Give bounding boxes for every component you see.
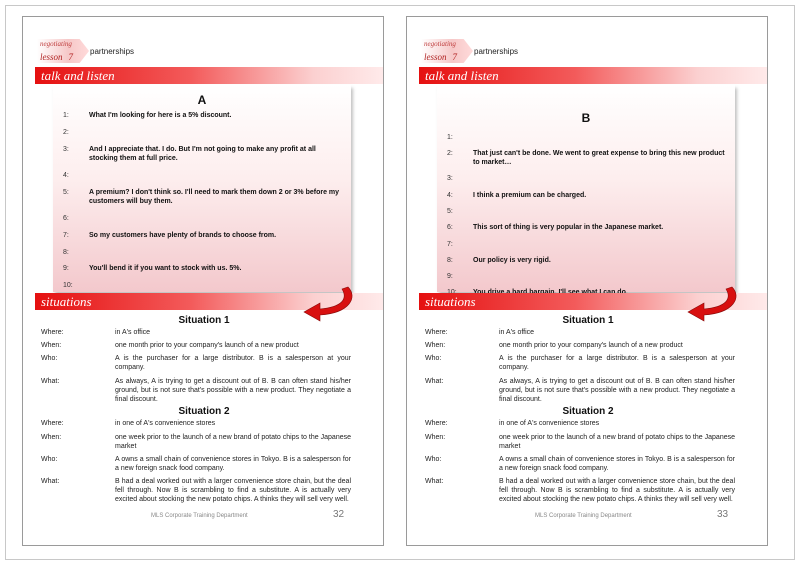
lesson-word: lesson	[424, 52, 447, 62]
situations-heading: situations	[41, 294, 92, 309]
line-text: Our policy is very rigid.	[473, 257, 551, 264]
row-value: in one of A's convenience stores	[115, 420, 216, 427]
lesson-number: 7	[68, 52, 73, 62]
situation-1-title: Situation 1	[178, 315, 230, 326]
tab-negotiating-label: negotiating	[424, 40, 456, 48]
line-number: 5:	[447, 208, 453, 215]
line-text: A premium? I don't think so. I'll need to mark them down 2 or 3% before my customers will buy them.	[89, 189, 340, 205]
line-number: 2:	[63, 129, 69, 136]
row-value: one month prior to your company's launch of a new product	[115, 342, 299, 349]
page-left	[22, 16, 384, 546]
row-value: As always, A is trying to get a discount out of B. B can often stand his/her ground, but is not sure that's possible with a new product. They negotiate a final discount.	[115, 378, 351, 403]
row-label: When:	[41, 342, 62, 349]
row-value: B had a deal worked out with a larger convenience store chain, but the deal fell through. Now B is scrambling to find a substitute. A is actually very excited about stocking the new potato chips. A thinks they will sell very well.	[499, 478, 735, 503]
line-number: 7:	[63, 232, 69, 239]
row-label: When:	[41, 434, 62, 441]
row-value: in A's office	[499, 329, 535, 336]
situation-2-title: Situation 2	[562, 406, 614, 417]
line-text: That just can't be done. We went to great expense to bring this new product to market…	[473, 150, 725, 166]
row-value: A is the purchaser for a large distributor. B is a salesperson at your company.	[115, 355, 351, 371]
line-number: 8:	[63, 249, 69, 256]
line-number: 5:	[63, 189, 69, 196]
line-number: 4:	[63, 172, 69, 179]
line-text: I think a premium can be charged.	[473, 192, 587, 199]
line-number: 9:	[447, 273, 453, 280]
row-value: B had a deal worked out with a larger convenience store chain, but the deal fell through. Now B is scrambling to find a substitute. A is actually very excited about stocking the new potato chips. A thinks they will sell very well.	[115, 478, 351, 503]
row-value: A owns a small chain of convenience stores in Tokyo. B is a salesperson for a new foreign snack food company.	[115, 456, 351, 472]
line-text: You'll bend it if you want to stock with us. 5%.	[89, 265, 242, 272]
row-label: When:	[425, 434, 446, 441]
line-number: 7:	[447, 241, 453, 248]
line-number: 1:	[63, 112, 69, 119]
page-right	[406, 16, 768, 546]
row-label: Where:	[41, 329, 64, 336]
row-value: in A's office	[115, 329, 151, 336]
footer-department: MLS Corporate Training Department	[151, 513, 248, 519]
line-number: 1:	[447, 134, 453, 141]
row-value: one week prior to the launch of a new brand of potato chips to the Japanese market	[115, 434, 351, 450]
dialog-head: B	[581, 111, 591, 125]
row-label: Who:	[41, 355, 58, 362]
line-number: 6:	[63, 215, 69, 222]
lesson-word: lesson	[40, 52, 63, 62]
row-label: Where:	[425, 329, 448, 336]
row-label: What:	[41, 378, 60, 385]
line-number: 10:	[63, 282, 73, 289]
tab-negotiating-label: negotiating	[40, 40, 72, 48]
row-label: What:	[425, 378, 444, 385]
line-text: And I appreciate that. I do. But I'm not going to make any profit at all stocking them at full price.	[89, 146, 316, 162]
line-number: 6:	[447, 224, 453, 231]
row-label: When:	[425, 342, 446, 349]
row-label: Who:	[425, 456, 442, 463]
lesson-title: partnerships	[474, 47, 519, 56]
talk-listen-heading: talk and listen	[425, 68, 499, 83]
dialog-box-b	[437, 85, 735, 292]
situation-2-title: Situation 2	[178, 406, 230, 417]
situation-1-title: Situation 1	[562, 315, 614, 326]
situations-heading: situations	[425, 294, 476, 309]
page-number: 32	[333, 509, 345, 520]
dialog-head: A	[197, 93, 207, 107]
row-value: As always, A is trying to get a discount out of B. B can often stand his/her ground, but is not sure that's possible with a new product. They negotiate a final discount.	[499, 378, 735, 403]
row-label: Who:	[425, 355, 442, 362]
row-label: Who:	[41, 456, 58, 463]
tab-lesson-label	[40, 52, 73, 62]
lesson-title: partnerships	[90, 47, 135, 56]
line-text: So my customers have plenty of brands to choose from.	[89, 232, 277, 239]
row-value: in one of A's convenience stores	[499, 420, 600, 427]
talk-listen-band	[419, 67, 767, 84]
line-number: 3:	[447, 175, 453, 182]
line-number: 8:	[447, 257, 453, 264]
row-label: Where:	[41, 420, 64, 427]
row-value: A is the purchaser for a large distributor. B is a salesperson at your company.	[499, 355, 735, 371]
lesson-number: 7	[452, 52, 457, 62]
row-label: Where:	[425, 420, 448, 427]
line-number: 3:	[63, 146, 69, 153]
row-label: What:	[425, 478, 444, 485]
page-number: 33	[717, 509, 729, 520]
talk-listen-band	[35, 67, 383, 84]
line-text: What I'm looking for here is a 5% discount.	[89, 112, 232, 119]
row-value: A owns a small chain of convenience stores in Tokyo. B is a salesperson for a new foreign snack food company.	[499, 456, 735, 472]
line-number: 9:	[63, 265, 69, 272]
talk-listen-heading: talk and listen	[41, 68, 115, 83]
line-number: 2:	[447, 150, 453, 157]
row-value: one month prior to your company's launch of a new product	[499, 342, 683, 349]
footer-department: MLS Corporate Training Department	[535, 513, 632, 519]
line-text: This sort of thing is very popular in the Japanese market.	[473, 224, 664, 231]
line-number: 4:	[447, 192, 453, 199]
tab-lesson-label	[424, 52, 457, 62]
dialog-box-a	[53, 85, 351, 292]
row-label: What:	[41, 478, 60, 485]
row-value: one week prior to the launch of a new brand of potato chips to the Japanese market	[499, 434, 735, 450]
